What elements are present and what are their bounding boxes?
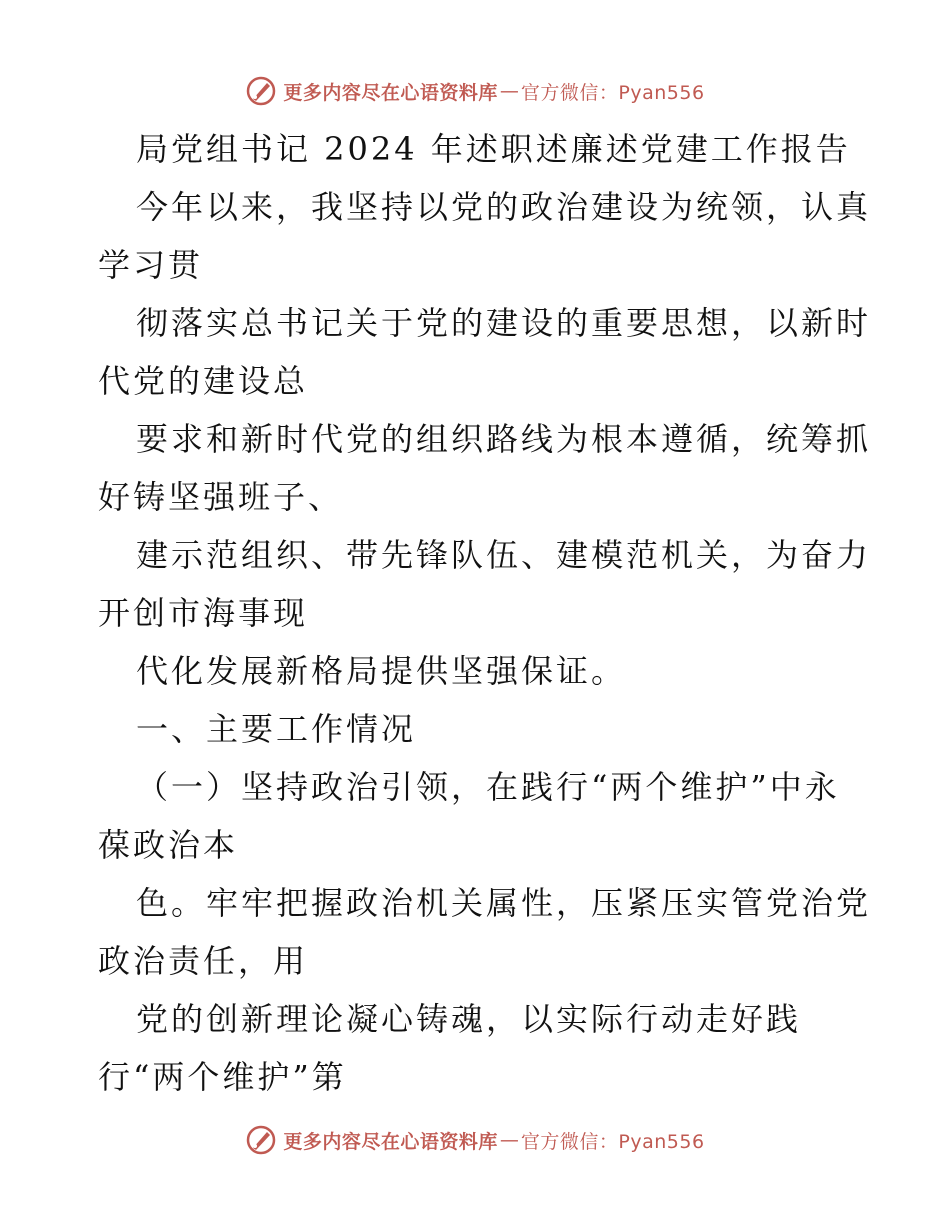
document-title: 局党组书记 2024 年述职述廉述党建工作报告: [136, 130, 851, 168]
paragraph-line: 开创市海事现: [98, 594, 309, 632]
paragraph-line: 行“两个维护”第: [98, 1058, 347, 1096]
paragraph-line: 建示范组织、带先锋队伍、建模范机关，为奋力: [136, 536, 872, 574]
quill-logo-icon: [245, 1124, 277, 1156]
watermark-dash: —: [499, 80, 519, 102]
paragraph-line: 政治责任，用: [98, 942, 309, 980]
watermark-wechat-text: 官方微信：Pyan556: [520, 1130, 705, 1153]
paragraph-line: 彻落实总书记关于党的建设的重要思想，以新时: [136, 304, 872, 342]
paragraph-line: 代化发展新格局提供坚强保证。: [136, 652, 627, 690]
paragraph-line: 要求和新时代党的组织路线为根本遵循，统筹抓: [136, 420, 872, 458]
watermark-footer: [0, 1120, 950, 1160]
subsection-heading: （一）坚持政治引领，在践行“两个维护”中永: [136, 768, 840, 806]
paragraph-line: 党的创新理论凝心铸魂，以实际行动走好践: [136, 1000, 802, 1038]
section-heading: 一、主要工作情况: [136, 710, 417, 748]
paragraph-line: 好铸坚强班子、: [98, 478, 344, 516]
watermark-dash: —: [499, 1129, 519, 1151]
paragraph-line: 学习贯: [98, 246, 204, 284]
quill-logo-icon: [245, 75, 277, 107]
watermark-wechat-text: 官方微信：Pyan556: [520, 81, 705, 104]
watermark-header: [0, 71, 950, 111]
document-body: [98, 120, 872, 1106]
watermark-main-text: 更多内容尽在心语资料库: [283, 1130, 498, 1153]
paragraph-line: 今年以来，我坚持以党的政治建设为统领，认真: [136, 188, 872, 226]
watermark-main-text: 更多内容尽在心语资料库: [283, 81, 498, 104]
paragraph-line: 代党的建设总: [98, 362, 309, 400]
paragraph-line: 葆政治本: [98, 826, 239, 864]
paragraph-line: 色。牢牢把握政治机关属性，压紧压实管党治党: [136, 884, 872, 922]
